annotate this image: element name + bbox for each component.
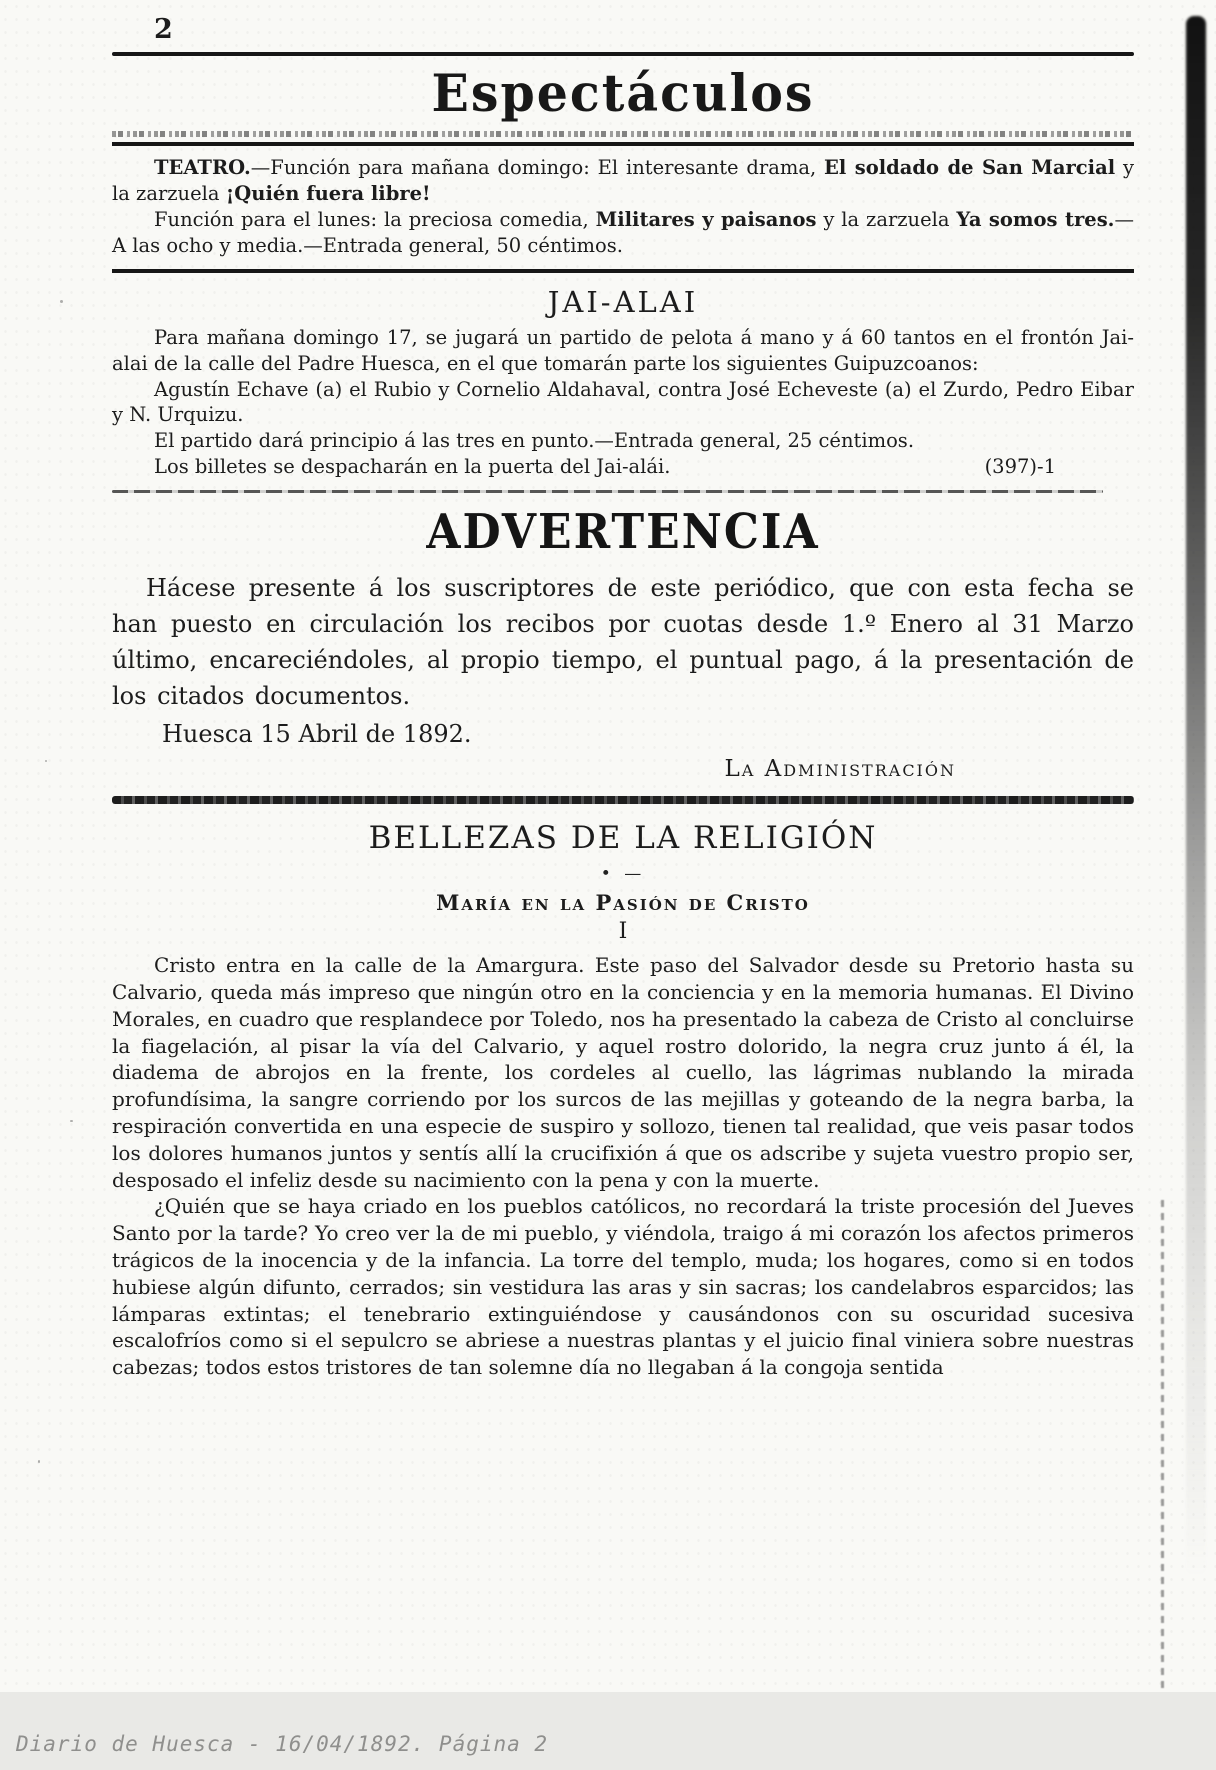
- advertencia-section: [112, 507, 1134, 782]
- bellezas-section: [112, 820, 1134, 1381]
- advertencia-body: Hácese presente á los suscriptores de este periódico, que con esta fecha se han puesto en circulación los recibos por cuotas desde 1.º Enero al 31 Marzo último, encareciéndoles, al propio tiempo, el puntual pago, á la presentación de los citados documentos.: [112, 574, 1134, 711]
- teatro-paragraph-2: [112, 207, 1134, 259]
- jai-alai-paragraph-3: El partido dará principio á las tres en punto.—Entrada general, 25 céntimos.: [154, 429, 915, 453]
- jai-alai-title: JAI-ALAI: [547, 284, 699, 319]
- teatro-seg2: y la zarzuela: [112, 156, 1135, 205]
- teatro-lead: TEATRO.: [154, 156, 251, 179]
- teatro-comedia-title: Militares y paisanos: [595, 207, 817, 231]
- section-title-espectaculos: Espectáculos: [431, 62, 815, 124]
- binding-shadow-faint: [1161, 1200, 1164, 1740]
- scan-footer-strip: [0, 1692, 1216, 1770]
- scan-footer-caption: Diario de Huesca - 16/04/1892. Página 2: [16, 1732, 549, 1756]
- jai-alai-ad-reference: (397)-1: [984, 455, 1056, 479]
- advertencia-title: ADVERTENCIA: [426, 505, 820, 561]
- teatro-section: [112, 155, 1134, 259]
- jai-alai-paragraph-2: Agustín Echave (a) el Rubio y Cornelio Aldahaval, contra José Echeveste (a) el Zurdo, Pedro Eibar y N. Urquizu.: [112, 377, 1134, 427]
- teatro-bottom-rule: [112, 269, 1134, 273]
- scan-speck: [38, 1460, 40, 1463]
- jai-alai-billetes-text: Los billetes se despacharán en la puerta del Jai-alái.: [154, 455, 671, 479]
- top-rule: [112, 52, 1134, 56]
- bellezas-paragraph-1: Cristo entra en la calle de la Amargura. Este paso del Salvador desde su Pretorio hasta su Calvario, queda más impreso que ningún otro en la conciencia y en la memoria humanas. El Divino Morales, en cuadro que resplandece por Toledo, nos ha presentado la cabeza de Cristo al concluirse la fiagelación, al pisar la vía del Calvario, y aquel rostro dolorido, la negra cruz junto á él, la diadema de abrojos en la frente, los cordeles al cuello, las lágrimas nublando la mirada profundísima, la sangre corriendo por los surcos de las mejillas y goteando de la negra barba, la respiración convertida en una especie de suspiro y sollozo, tienen tal realidad, que veis pasar todos los dolores humanos juntos y sentís allí la crucifixión á que os adscribe y sujeta vuestro propio ser, desposado el infeliz desde su nacimiento con la pena y con la muerte.: [112, 953, 1134, 1192]
- jai-alai-paragraph-1: Para mañana domingo 17, se jugará un partido de pelota á mano y á 60 tantos en el frontón Jai-alai de la calle del Padre Huesca, en el que tomarán parte los siguientes Guipuzcoanos:: [112, 325, 1134, 375]
- bellezas-paragraph-2: ¿Quién que se haya criado en los pueblos católicos, no recordará la triste procesión del Jueves Santo por la tarde? Yo creo ver la de mi pueblo, y viéndola, traigo á mi corazón los afectos primeros trágicos de la inocencia y de la infancia. La torre del templo, muda; los hogares, como si en todos hubiese algún difunto, cerrados; sin vestidura las aras y sin sacras; los candelabros esparcidos; las lámparas extintas; el tenebrario extinguiéndose y causándonos con su oscuridad sucesiva escalofríos como si el sepulcro se abriese a nuestras plantas y el juicio final viniera sobre nuestras cabezas; todos estos tristores de tan solemne día no llegaban á la congoja sentida: [112, 1194, 1134, 1380]
- scan-speck: [60, 300, 63, 303]
- chapter-numeral: I: [618, 919, 628, 945]
- bellezas-subtitle: María en la Pasión de Cristo: [436, 890, 810, 916]
- bellezas-title: BELLEZAS DE LA RELIGIÓN: [368, 820, 878, 857]
- jai-alai-bottom-rule: [112, 490, 1103, 493]
- section-ornament: • —: [600, 864, 646, 885]
- teatro-drama-title: El soldado de San Marcial: [824, 156, 1116, 179]
- masthead-grain-rule: [112, 131, 1134, 137]
- page-number: 2: [154, 14, 174, 45]
- scan-speck: [45, 760, 47, 762]
- advertencia-date: Huesca 15 Abril de 1892.: [162, 720, 472, 749]
- teatro-zarzuela2-title: Ya somos tres.: [956, 207, 1115, 231]
- advertencia-bottom-rule: [112, 796, 1134, 804]
- teatro-seg4: y la zarzuela: [816, 207, 957, 231]
- scan-speck: [70, 1120, 73, 1122]
- teatro-paragraph-1: [112, 155, 1134, 207]
- teatro-seg1: —Función para mañana domingo: El interesante drama,: [250, 156, 825, 179]
- jai-alai-section: [112, 285, 1134, 481]
- teatro-seg5: —A las ocho y media.—Entrada general, 50 céntimos.: [112, 207, 1134, 257]
- advertencia-signature: La Administración: [724, 756, 956, 783]
- binding-shadow: [1186, 16, 1206, 1576]
- teatro-zarzuela-title: ¡Quién fuera libre!: [225, 181, 431, 205]
- jai-alai-paragraph-4: [112, 454, 1134, 480]
- masthead-rule: [112, 142, 1134, 146]
- teatro-seg3: Función para el lunes: la preciosa comedia,: [154, 207, 596, 231]
